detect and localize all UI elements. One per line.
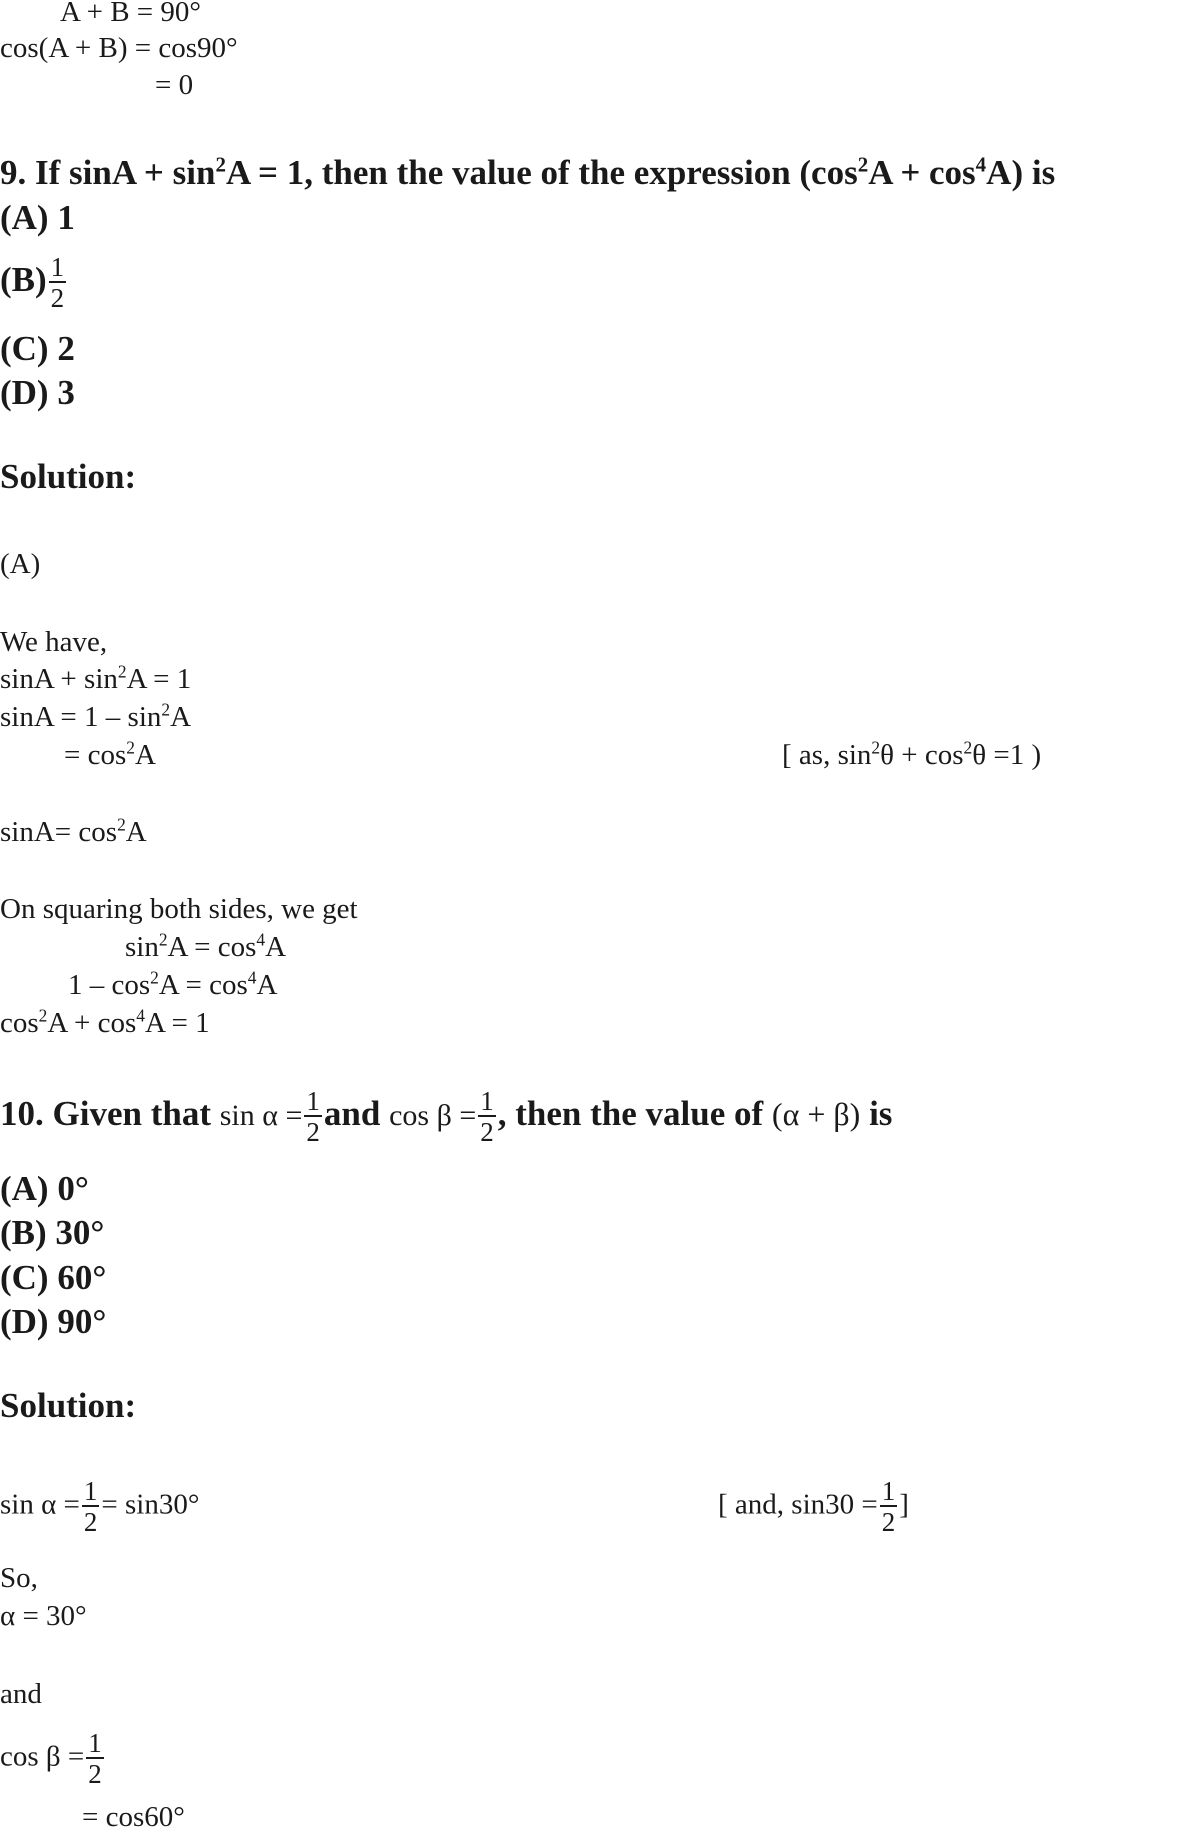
q10-solution-heading: Solution:: [0, 1386, 137, 1425]
q9-sol-line-4: = $\cos^2A$: [64, 737, 156, 771]
q10-sol-line-1: [0, 1478, 199, 1536]
fraction-numerator: 1: [50, 252, 65, 282]
fraction-denominator: 2: [306, 1117, 320, 1147]
question-10: [0, 1088, 892, 1146]
fraction-numerator: 1: [83, 1476, 98, 1506]
q9-sol-line-9: $\cos^2A + \cos^4A = 1$: [0, 1005, 210, 1039]
q10-sol-fraction-2: [86, 1730, 104, 1788]
fraction-denominator: 2: [480, 1117, 494, 1147]
q10-suffix: , then the value of: [497, 1094, 764, 1134]
q10-sin30: = sin30°: [101, 1488, 200, 1521]
q9-identity-note: [ as, $\sin^2\theta + \cos^2\theta =1$ ): [782, 737, 1042, 771]
q9-sol-line-8: $1 - \cos^2A = \cos^4A$: [68, 967, 278, 1001]
q10-and: and: [323, 1094, 381, 1134]
q9-sol-line-5: $\sin A= \cos^2A$: [0, 814, 147, 848]
q10-sin-alpha-lhs: sin α =: [0, 1488, 80, 1521]
q10-prefix: 10. Given that: [0, 1094, 211, 1134]
q9-sol-line-6: On squaring both sides, we get: [0, 893, 358, 925]
fraction-numerator: 1: [306, 1086, 320, 1116]
q9-sol-line-1: We have,: [0, 626, 108, 658]
q10-cos-beta-lhs: cos β =: [0, 1740, 85, 1773]
q10-option-d: (D) 90°: [0, 1302, 107, 1341]
q10-sol-line-5: [0, 1730, 106, 1788]
fraction-denominator: 2: [50, 283, 65, 313]
q10-sol-line-6: = cos60°: [82, 1801, 185, 1833]
q9-option-a: (A) 1: [0, 198, 75, 237]
prev-line-2: cos(A + B) = cos90°: [0, 32, 238, 64]
fraction-denominator: 2: [881, 1507, 896, 1537]
fraction-numerator: 1: [88, 1728, 102, 1758]
q9-option-d: (D) 3: [0, 373, 75, 412]
fraction-numerator: 1: [881, 1476, 896, 1506]
prev-line-1: A + B = 90°: [60, 0, 201, 28]
q10-option-a: (A) 0°: [0, 1169, 89, 1208]
q10-is: is: [869, 1094, 893, 1134]
q9-option-b-label: (B): [0, 260, 47, 300]
q10-note-suffix: ]: [899, 1488, 909, 1521]
q9-option-b: [0, 254, 68, 312]
q10-fraction-2: [478, 1088, 496, 1146]
q9-sol-line-7: $\sin^2A = \cos^4A$: [125, 929, 287, 963]
q9-option-b-fraction: [49, 254, 67, 312]
q9-answer: (A): [0, 548, 41, 580]
question-9: 9. If $\sin A + \sin^2A = 1$, then the value of the expression $(\cos^2A + \cos^4A)$ is: [0, 152, 1056, 192]
q9-sol-line-3: $\sin A = 1 - \sin^2A$: [0, 699, 192, 733]
q10-sin-alpha: sin α =: [219, 1099, 303, 1133]
q10-cos-beta: cos β =: [389, 1099, 477, 1133]
fraction-numerator: 1: [480, 1086, 494, 1116]
fraction-denominator: 2: [88, 1759, 102, 1789]
q10-sol-line-3: α = 30°: [0, 1600, 87, 1632]
q10-sol-line-2: So,: [0, 1562, 38, 1594]
q10-option-c: (C) 60°: [0, 1258, 107, 1297]
q10-sol-fraction-1: [82, 1478, 100, 1536]
q9-sol-line-2: $\sin A + \sin^2A = 1$: [0, 661, 192, 695]
q9-solution-heading: Solution:: [0, 457, 137, 496]
q10-note-prefix: [ and, sin30 =: [718, 1488, 878, 1521]
q9-option-c: (C) 2: [0, 329, 75, 368]
q10-option-b: (B) 30°: [0, 1213, 105, 1252]
prev-line-3: = 0: [155, 69, 194, 101]
q10-sol-line-4: and: [0, 1678, 42, 1710]
q10-note: [718, 1478, 909, 1536]
q10-alpha-plus-beta: (α + β): [771, 1096, 861, 1133]
q10-note-fraction: [880, 1478, 898, 1536]
q10-fraction-1: [304, 1088, 322, 1146]
fraction-denominator: 2: [83, 1507, 98, 1537]
